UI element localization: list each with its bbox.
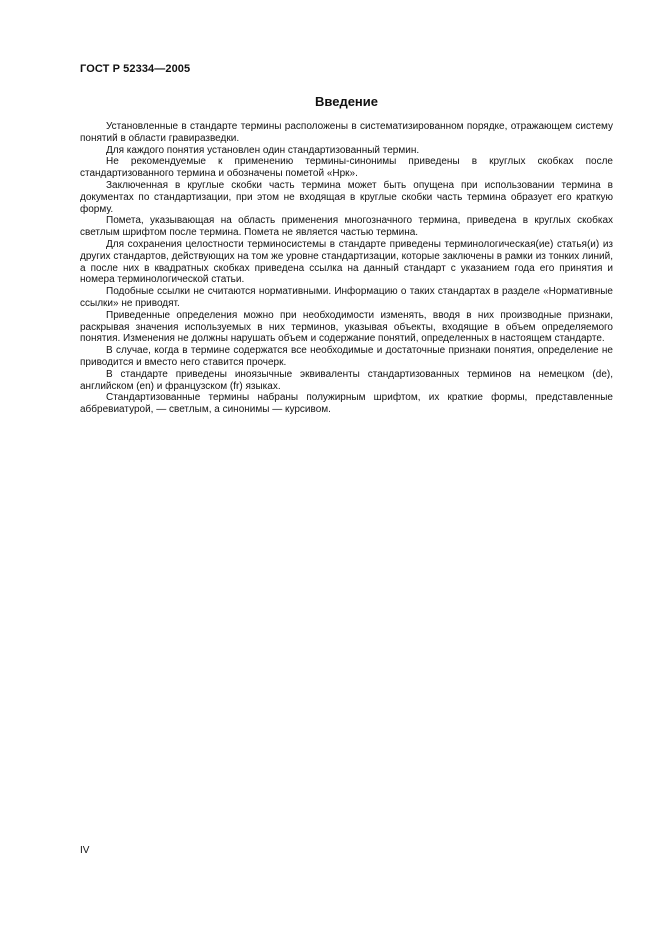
paragraph: Не рекомендуемые к применению термины-синонимы приведены в круглых скобках после стандартизованного термина и обозначены пометой «Нрк».: [80, 156, 613, 180]
paragraph: Подобные ссылки не считаются нормативными. Информацию о таких стандартах в разделе «Нормативные ссылки» не приводят.: [80, 286, 613, 309]
paragraph: Заключенная в круглые скобки часть термина может быть опущена при использовании термина в документах по стандартизации, при этом не входящая в круглые скобки часть термина образует его краткую форму.: [80, 179, 613, 215]
paragraph: В стандарте приведены иноязычные эквиваленты стандартизованных терминов на немецком (de), английском (en) и французском (fr) языках.: [80, 368, 613, 392]
paragraph: Помета, указывающая на область применения многозначного термина, приведена в круглых скобках светлым шрифтом после термина. Помета не является частью термина.: [80, 215, 613, 239]
paragraph: Стандартизованные термины набраны полужирным шрифтом, их краткие формы, представленные аббревиатурой, — светлым, а синонимы — курсивом.: [80, 392, 613, 416]
paragraph: Для каждого понятия установлен один стандартизованный термин.: [106, 144, 420, 156]
paragraph: Установленные в стандарте термины расположены в систематизированном порядке, отражающем систему понятий в области гравиразведки.: [80, 121, 613, 144]
paragraph: В случае, когда в термине содержатся все необходимые и достаточные признаки понятия, определение не приводится и вместо него ставится прочерк.: [80, 345, 613, 368]
document-code: ГОСТ Р 52334—2005: [80, 63, 191, 75]
page-number: IV: [80, 845, 90, 856]
paragraph: Приведенные определения можно при необходимости изменять, вводя в них производные признаки, раскрывая значения используемых в них терминов, указывая объекты, входящие в объем определяемого понятия. Изменения не должны нарушать объем и содержание понятий, определенных в настоящем стандарте.: [80, 309, 613, 345]
body-text: [80, 121, 613, 416]
section-title: Введение: [315, 94, 378, 109]
paragraph: Для сохранения целостности терминосистемы в стандарте приведены терминологическая(ие) статья(и) из других стандартов, действующих на том же уровне стандартизации, которые заключены в рамки из тонких линий, а после них в квадратных скобках приведена ссылка на данный стандарт с указанием года его принятия и номера терминологической статьи.: [80, 238, 613, 286]
